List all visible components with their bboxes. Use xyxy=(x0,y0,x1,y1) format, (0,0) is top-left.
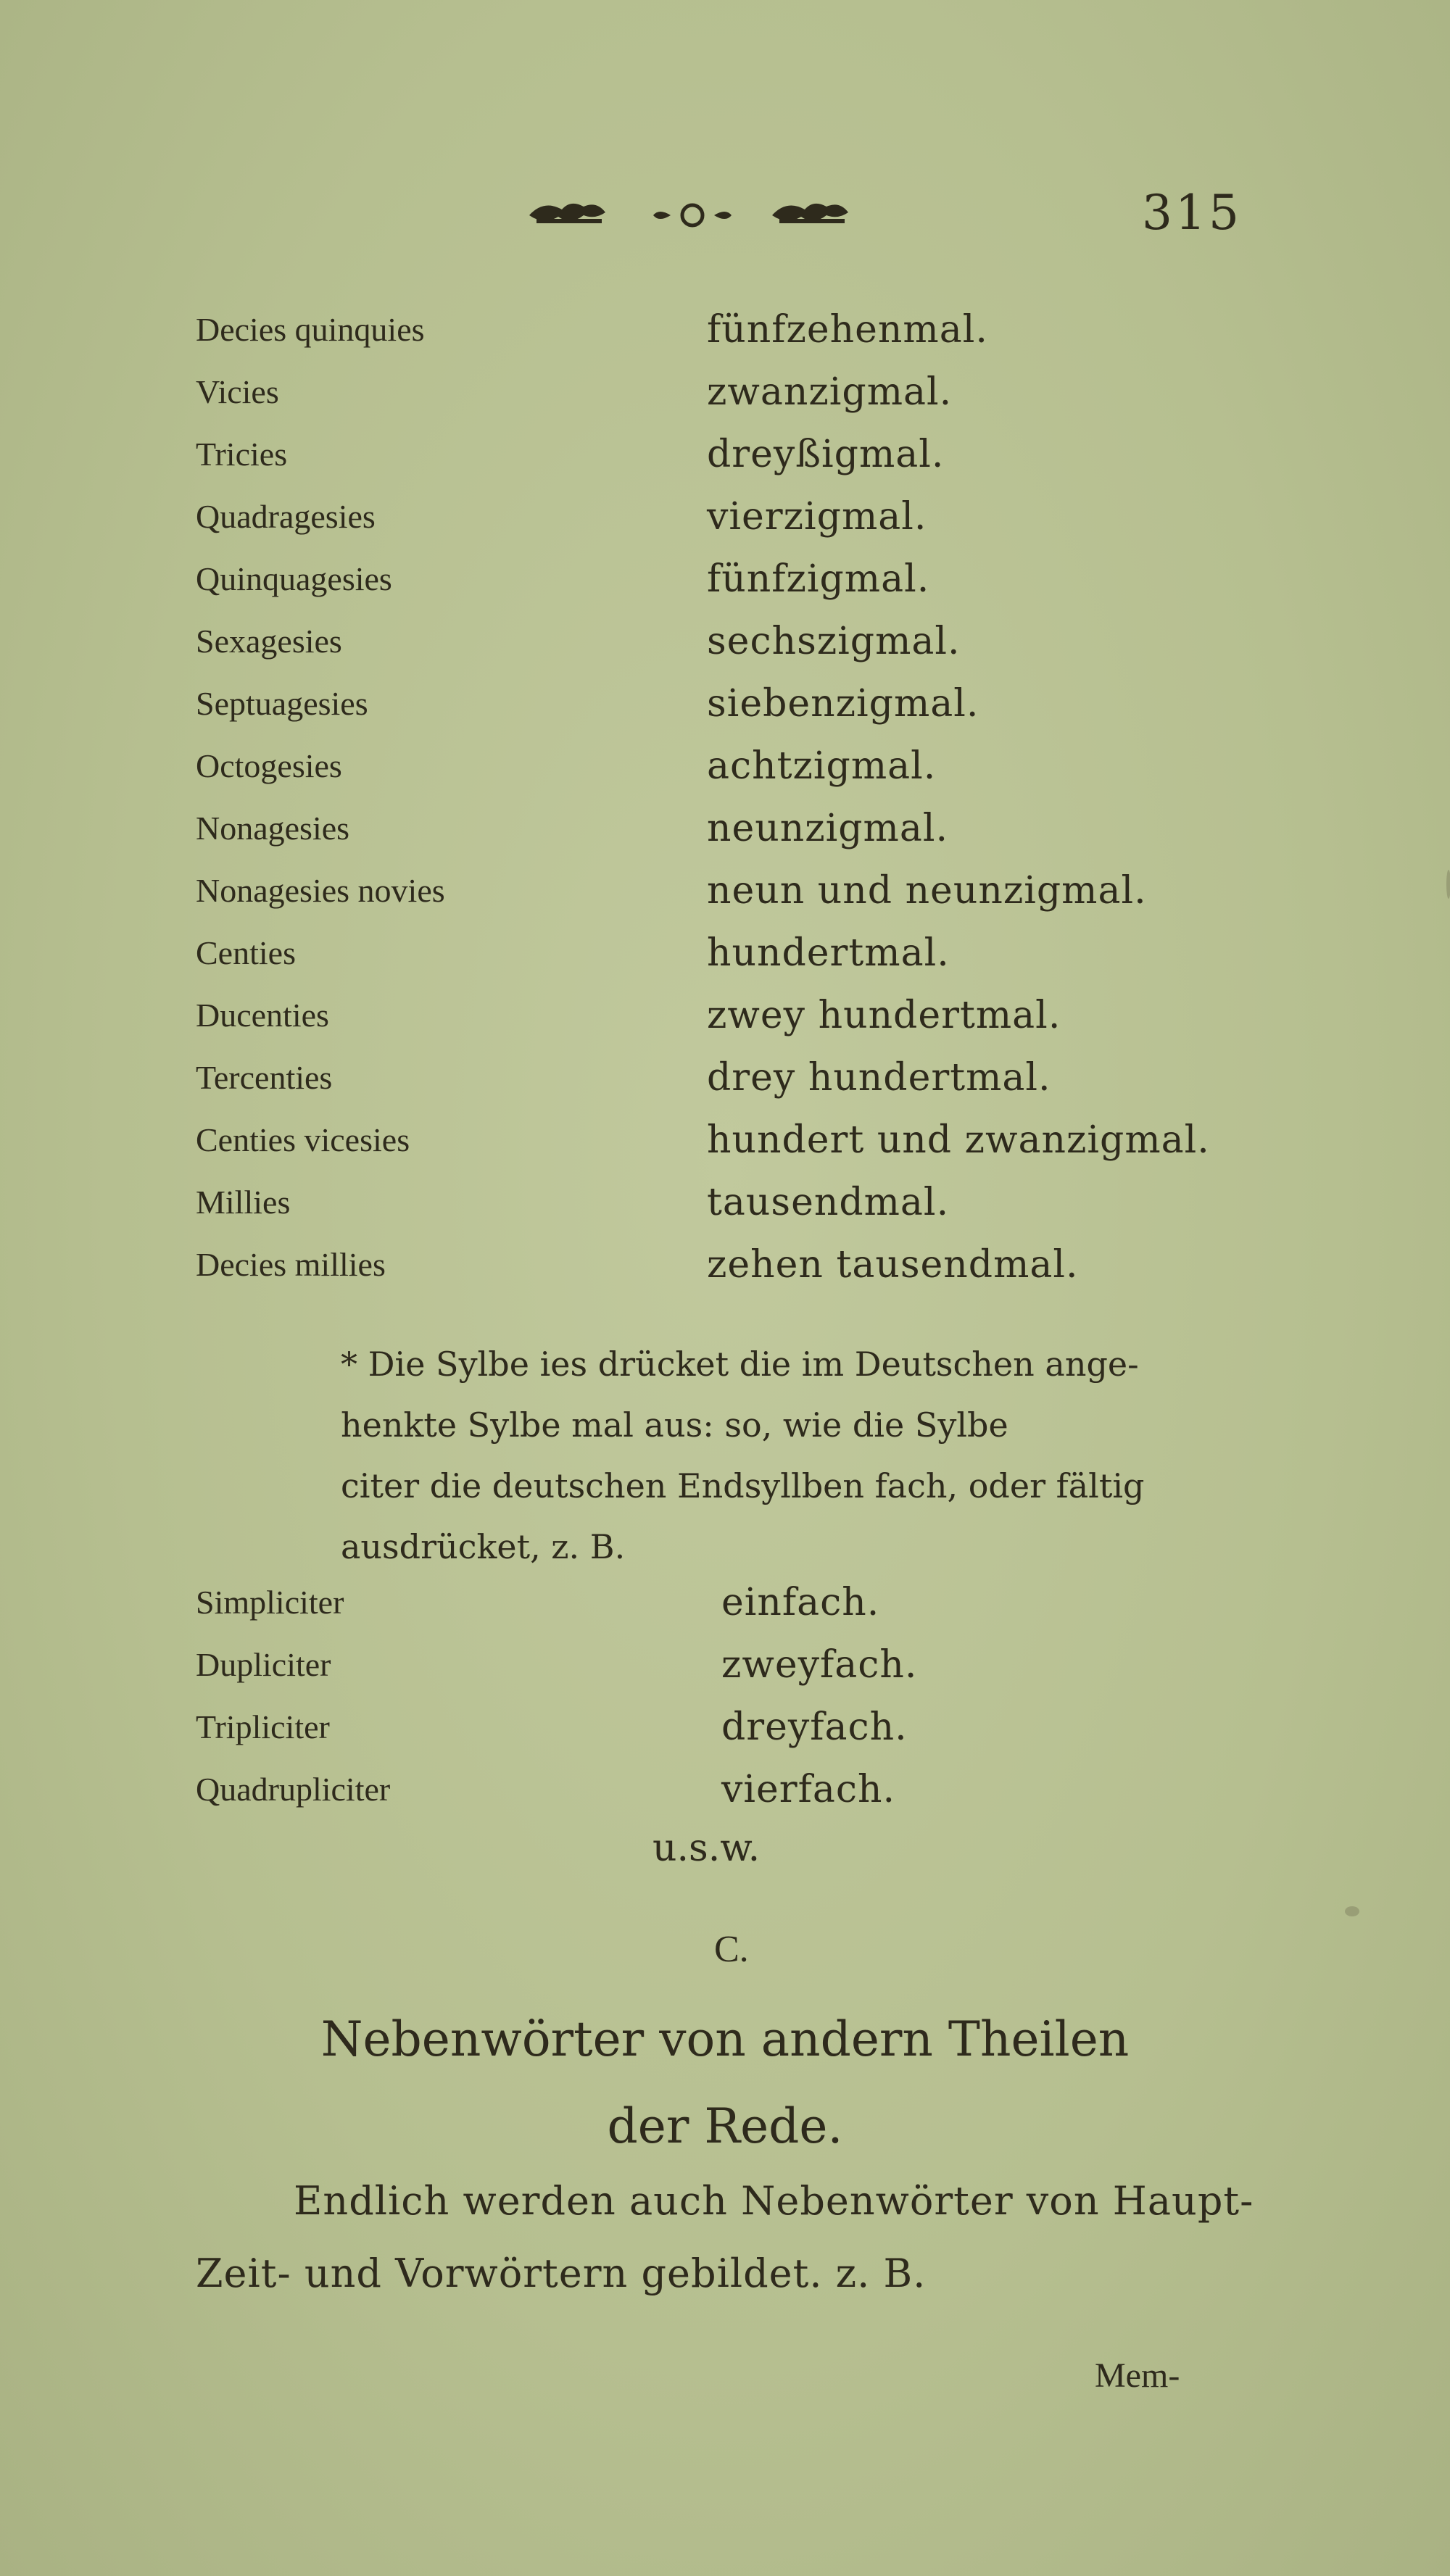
body-text-line: Zeit- und Vorwörtern gebildet. z. B. xyxy=(196,2251,927,2296)
table-row xyxy=(0,1758,1450,1821)
table-row xyxy=(0,1047,1450,1109)
latin-term: Sexagesies xyxy=(196,623,342,660)
latin-term: Octogesies xyxy=(196,747,342,784)
german-term: zweyfach. xyxy=(721,1643,918,1687)
stain-spot xyxy=(1345,1906,1359,1916)
latin-term: Quinquagesies xyxy=(196,560,392,597)
german-term: neun und neunzigmal. xyxy=(707,869,1147,913)
latin-term: Septuagesies xyxy=(196,685,368,722)
german-term: vierfach. xyxy=(721,1768,896,1811)
latin-term: Dupliciter xyxy=(196,1646,331,1683)
german-term: fünfzigmal. xyxy=(707,557,930,601)
german-term: drey hundertmal. xyxy=(707,1056,1051,1100)
table-row xyxy=(0,1234,1450,1296)
body-text-line: Endlich werden auch Nebenwörter von Haupt- xyxy=(294,2178,1254,2224)
table-row xyxy=(0,1109,1450,1171)
table-row xyxy=(0,423,1450,486)
german-term: sechszigmal. xyxy=(707,620,961,663)
latin-term: Nonagesies xyxy=(196,810,350,847)
german-term: dreyßigmal. xyxy=(707,433,945,476)
latin-term: Centies vicesies xyxy=(196,1121,410,1158)
table-row xyxy=(0,1571,1450,1634)
german-term: neunzigmal. xyxy=(707,807,949,850)
table-row xyxy=(0,299,1450,361)
table-row xyxy=(0,486,1450,548)
latin-term: Millies xyxy=(196,1184,291,1221)
german-term: einfach. xyxy=(721,1581,880,1624)
page-number: 315 xyxy=(1142,185,1242,241)
latin-term: Quadragesies xyxy=(196,498,376,535)
german-term: zehen tausendmal. xyxy=(707,1243,1079,1287)
german-term: vierzigmal. xyxy=(707,495,927,539)
section-letter: C. xyxy=(714,1929,749,1970)
latin-term: Decies quinquies xyxy=(196,311,425,348)
latin-term: Tricies xyxy=(196,436,288,473)
latin-term: Quadrupliciter xyxy=(196,1771,391,1808)
catchword: Mem- xyxy=(1095,2356,1180,2395)
table-row xyxy=(0,1696,1450,1758)
latin-term: Simpliciter xyxy=(196,1584,344,1621)
latin-term: Vicies xyxy=(196,373,279,410)
german-term: zwanzigmal. xyxy=(707,370,953,414)
table-row xyxy=(0,1171,1450,1234)
table-row xyxy=(0,797,1450,860)
table-row xyxy=(0,984,1450,1047)
latin-term: Ducenties xyxy=(196,997,329,1034)
table-row xyxy=(0,361,1450,423)
latin-term: Decies millies xyxy=(196,1246,386,1283)
etc-abbreviation: u.s.w. xyxy=(652,1827,761,1870)
latin-term: Nonagesies novies xyxy=(196,872,445,909)
footnote-line: citer die deutschen Endsyllben fach, oder fältig xyxy=(341,1466,1145,1505)
german-term: hundert und zwanzigmal. xyxy=(707,1118,1210,1162)
footnote-line: ausdrücket, z. B. xyxy=(341,1527,626,1566)
section-heading: Nebenwörter von andern Theilen xyxy=(320,2011,1130,2067)
footnote-line: * Die Sylbe ies drücket die im Deutschen ange- xyxy=(341,1345,1139,1384)
table-row xyxy=(0,548,1450,610)
section-heading: der Rede. xyxy=(607,2098,843,2154)
german-term: zwey hundertmal. xyxy=(707,994,1061,1037)
german-term: achtzigmal. xyxy=(707,744,937,788)
latin-term: Centies xyxy=(196,934,296,971)
footnote-line: henkte Sylbe mal aus: so, wie die Sylbe xyxy=(341,1405,1008,1445)
german-term: dreyfach. xyxy=(721,1705,908,1749)
table-row xyxy=(0,610,1450,673)
german-term: hundertmal. xyxy=(707,931,950,975)
table-row xyxy=(0,673,1450,735)
german-term: siebenzigmal. xyxy=(707,682,979,726)
german-term: fünfzehenmal. xyxy=(707,308,988,352)
latin-term: Tercenties xyxy=(196,1059,333,1096)
table-row xyxy=(0,922,1450,984)
latin-term: Tripliciter xyxy=(196,1708,330,1745)
table-row xyxy=(0,1634,1450,1696)
german-term: tausendmal. xyxy=(707,1181,950,1224)
table-row xyxy=(0,735,1450,797)
footnote xyxy=(341,1334,1283,1577)
table-row xyxy=(0,860,1450,922)
header-ornament xyxy=(522,190,863,241)
